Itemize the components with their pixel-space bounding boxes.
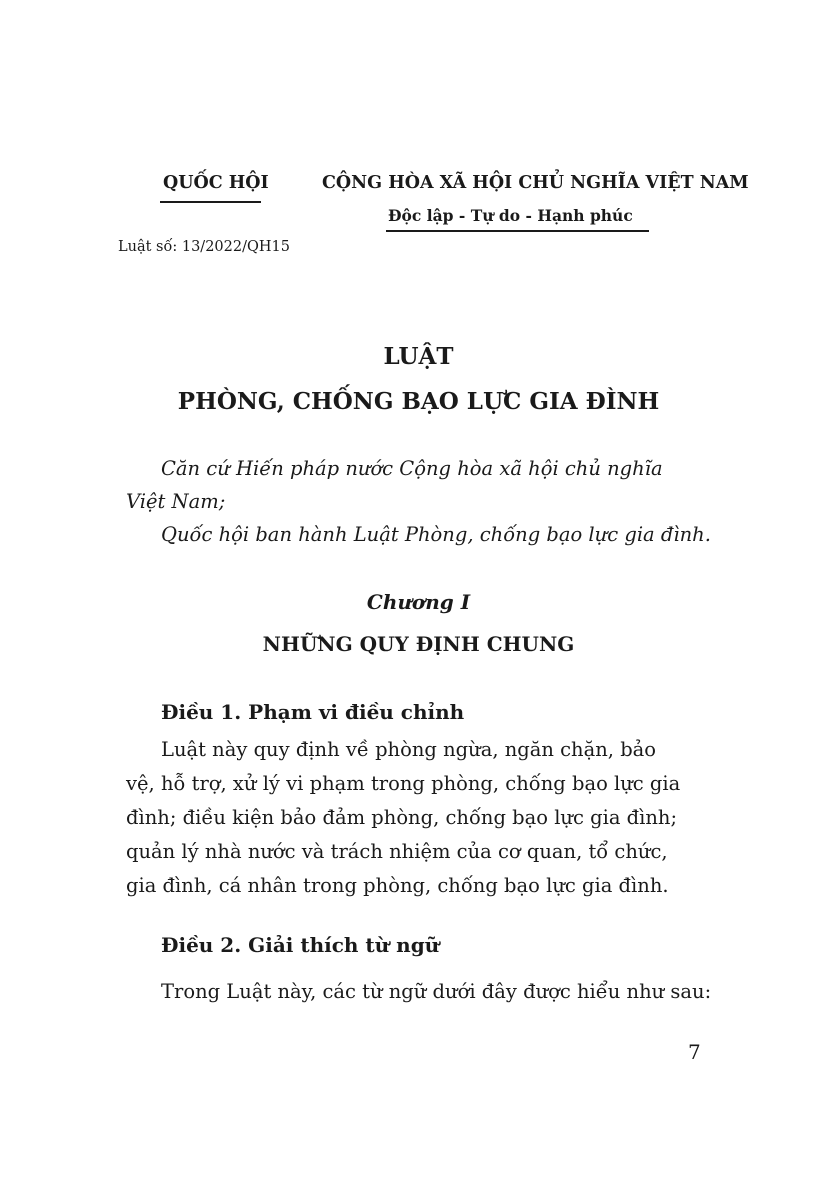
preamble-line: Căn cứ Hiến pháp nước Cộng hòa xã hội chủ nghĩa	[161, 457, 663, 480]
law-subtitle: PHÒNG, CHỐNG BẠO LỰC GIA ĐÌNH	[177, 388, 660, 415]
national-motto: Độc lập - Tự do - Hạnh phúc	[388, 206, 633, 225]
article-body-line: đình; điều kiện bảo đảm phòng, chống bạo lực gia đình;	[126, 806, 678, 829]
article-body-line: quản lý nhà nước và trách nhiệm của cơ quan, tổ chức,	[126, 840, 668, 863]
article-body-line: gia đình, cá nhân trong phòng, chống bạo lực gia đình.	[126, 874, 669, 897]
article-body-line: vệ, hỗ trợ, xử lý vi phạm trong phòng, chống bạo lực gia	[126, 772, 681, 795]
issuer-name: QUỐC HỘI	[163, 173, 269, 193]
article-heading: Điều 1. Phạm vi điều chỉnh	[161, 700, 465, 724]
page-number: 7	[688, 1040, 701, 1064]
issuer-underline	[160, 201, 261, 203]
chapter-label: Chương I	[366, 590, 471, 614]
national-title: CỘNG HÒA XÃ HỘI CHỦ NGHĨA VIỆT NAM	[322, 173, 749, 193]
motto-underline	[386, 230, 649, 232]
chapter-title: NHỮNG QUY ĐỊNH CHUNG	[262, 632, 575, 656]
law-number: Luật số: 13/2022/QH15	[118, 239, 290, 255]
law-title: LUẬT	[383, 343, 454, 370]
preamble-line: Việt Nam;	[126, 490, 226, 513]
article-body-line: Trong Luật này, các từ ngữ dưới đây được hiểu như sau:	[161, 980, 712, 1003]
article-body-line: Luật này quy định về phòng ngừa, ngăn chặn, bảo	[161, 738, 657, 761]
preamble-line: Quốc hội ban hành Luật Phòng, chống bạo lực gia đình.	[161, 523, 711, 546]
article-heading: Điều 2. Giải thích từ ngữ	[161, 933, 440, 957]
